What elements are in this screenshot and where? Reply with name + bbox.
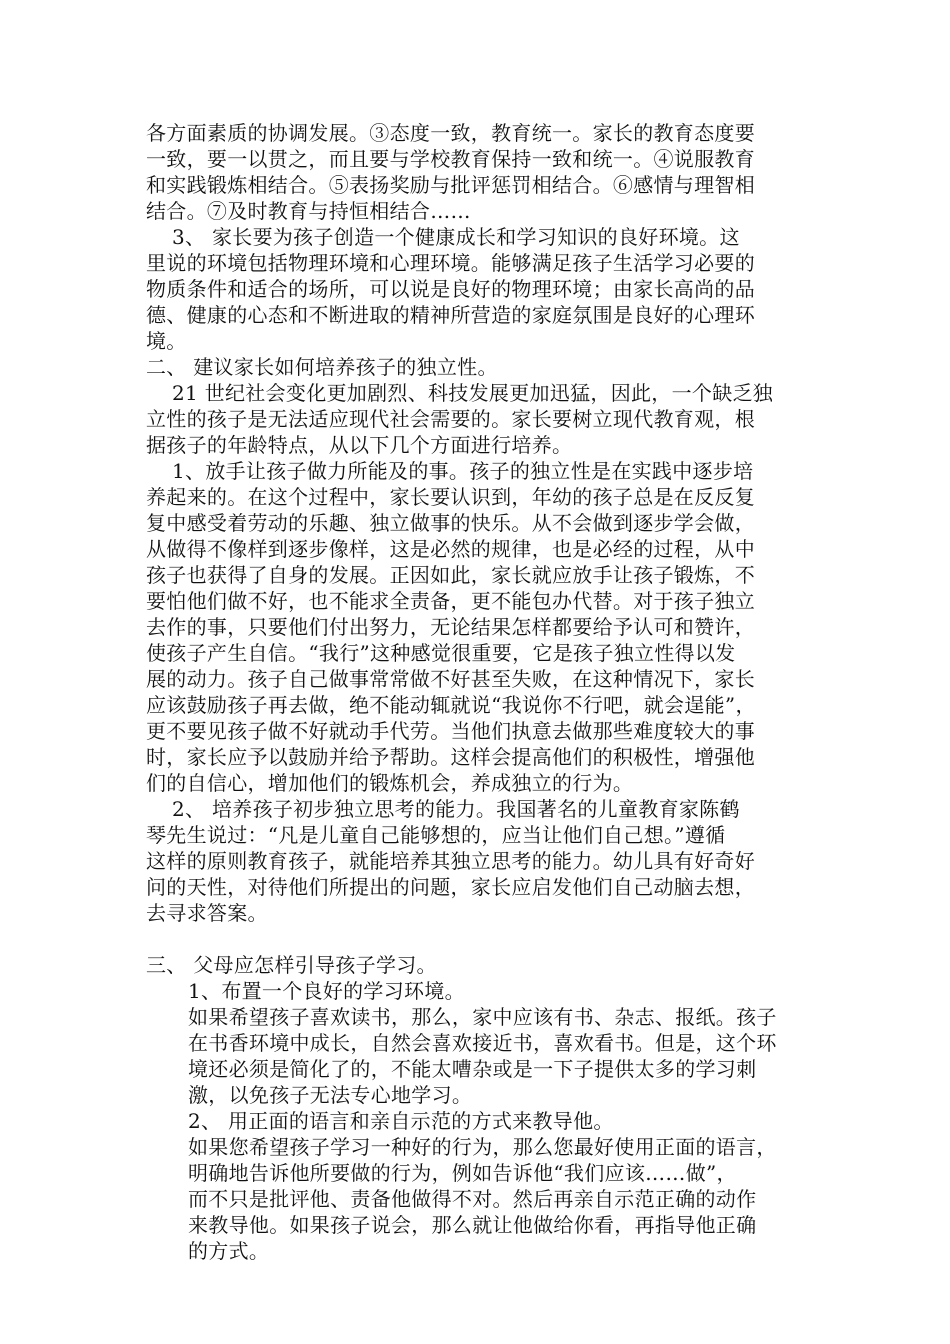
text-line: 境。 — [146, 329, 187, 353]
text-line: 如果您希望孩子学习一种好的行为，那么您最好使用正面的语言， — [188, 1135, 777, 1159]
text-line: 去寻求答案。 — [146, 901, 268, 925]
text-line: 立性的孩子是无法适应现代社会需要的。家长要树立现代教育观，根 — [146, 407, 755, 431]
text-line: 据孩子的年龄特点，从以下几个方面进行培养。 — [146, 433, 573, 457]
text-line: 里说的环境包括物理环境和心理环境。能够满足孩子生活学习必要的 — [146, 251, 755, 275]
section-heading-2: 二、 建议家长如何培养孩子的独立性。 — [146, 355, 498, 379]
paragraph-start-line: 21 世纪社会变化更加剧烈、科技发展更加迅猛，因此，一个缺乏独 — [172, 381, 774, 405]
text-line: 时，家长应予以鼓励并给予帮助。这样会提高他们的积极性，增强他 — [146, 745, 755, 769]
text-line: 结合。⑦及时教育与持恒相结合…… — [146, 199, 471, 223]
paragraph-start-line: 2、 培养孩子初步独立思考的能力。我国著名的儿童教育家陈鹤 — [172, 797, 740, 821]
subsection-heading: 2、 用正面的语言和亲自示范的方式来教导他。 — [188, 1109, 614, 1133]
text-line: 孩子也获得了自身的发展。正因如此，家长就应放手让孩子锻炼，不 — [146, 563, 755, 587]
text-line: 物质条件和适合的场所，可以说是良好的物理环境；由家长高尚的品 — [146, 277, 755, 301]
text-line: 境还必须是简化了的，不能太嘈杂或是一下子提供太多的学习刺 — [188, 1057, 757, 1081]
paragraph-start-line: 3、 家长要为孩子创造一个健康成长和学习知识的良好环境。这 — [172, 225, 740, 249]
text-line: 和实践锻炼相结合。⑤表扬奖励与批评惩罚相结合。⑥感情与理智相 — [146, 173, 755, 197]
text-line: 明确地告诉他所要做的行为，例如告诉他“我们应该……做”， — [188, 1161, 737, 1185]
paragraph-start-line: 1、放手让孩子做力所能及的事。孩子的独立性是在实践中逐步培 — [172, 459, 754, 483]
text-line: 而不只是批评他、责备他做得不对。然后再亲自示范正确的动作 — [188, 1187, 757, 1211]
text-line: 各方面素质的协调发展。③态度一致，教育统一。家长的教育态度要 — [146, 121, 755, 145]
subsection-heading: 1、布置一个良好的学习环境。 — [188, 979, 465, 1003]
text-line: 如果希望孩子喜欢读书，那么，家中应该有书、杂志、报纸。孩子 — [188, 1005, 777, 1029]
text-line: 去作的事，只要他们付出努力，无论结果怎样都要给予认可和赞许， — [146, 615, 755, 639]
text-line: 问的天性，对待他们所提出的问题，家长应启发他们自己动脑去想， — [146, 875, 755, 899]
text-line: 们的自信心，增加他们的锻炼机会，养成独立的行为。 — [146, 771, 634, 795]
text-line: 要怕他们做不好，也不能求全责备，更不能包办代替。对于孩子独立 — [146, 589, 755, 613]
text-line: 应该鼓励孩子再去做，绝不能动辄就说“我说你不行吧，就会逞能”， — [146, 693, 756, 717]
text-line: 从做得不像样到逐步像样，这是必然的规律，也是必经的过程，从中 — [146, 537, 755, 561]
text-line: 来教导他。如果孩子说会，那么就让他做给你看，再指导他正确 — [188, 1213, 757, 1237]
text-line: 在书香环境中成长，自然会喜欢接近书，喜欢看书。但是，这个环 — [188, 1031, 777, 1055]
text-line: 的方式。 — [188, 1239, 270, 1263]
text-line: 更不要见孩子做不好就动手代劳。当他们执意去做那些难度较大的事 — [146, 719, 755, 743]
text-line: 这样的原则教育孩子，就能培养其独立思考的能力。幼儿具有好奇好 — [146, 849, 755, 873]
text-line: 德、健康的心态和不断进取的精神所营造的家庭氛围是良好的心理环 — [146, 303, 755, 327]
text-line: 一致，要一以贯之，而且要与学校教育保持一致和统一。④说服教育 — [146, 147, 755, 171]
text-line: 使孩子产生自信。“我行”这种感觉很重要，它是孩子独立性得以发 — [146, 641, 736, 665]
section-heading-3: 三、 父母应怎样引导孩子学习。 — [146, 953, 437, 977]
text-line: 琴先生说过：“凡是儿童自己能够想的，应当让他们自己想。”遵循 — [146, 823, 726, 847]
text-line: 养起来的。在这个过程中，家长要认识到，年幼的孩子总是在反反复 — [146, 485, 755, 509]
text-line: 复中感受着劳动的乐趣、独立做事的快乐。从不会做到逐步学会做， — [146, 511, 755, 535]
text-line: 展的动力。孩子自己做事常常做不好甚至失败，在这种情况下，家长 — [146, 667, 755, 691]
text-line: 激，以免孩子无法专心地学习。 — [188, 1083, 473, 1107]
